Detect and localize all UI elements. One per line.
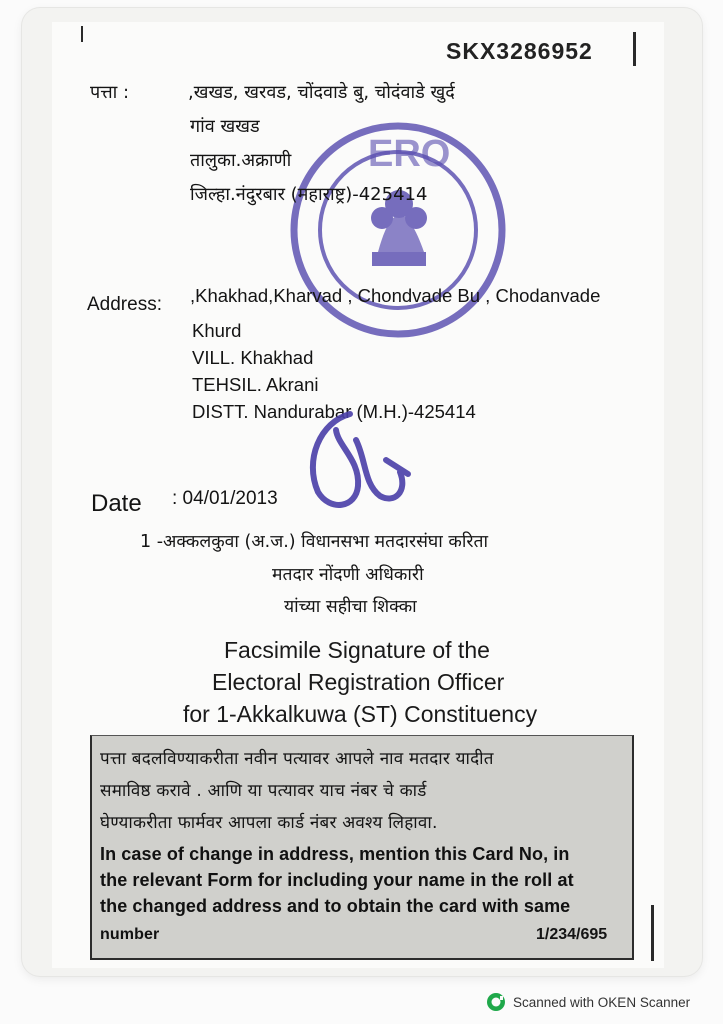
notice-line-english: number: [100, 926, 160, 943]
address-label-english: Address:: [87, 294, 162, 315]
address-line-marathi: गांव खखड: [190, 116, 260, 137]
notice-line-marathi: घेण्याकरीता फार्मवर आपला कार्ड नंबर अवश्य लिहावा.: [100, 813, 438, 833]
address-line-marathi: तालुका.अक्राणी: [190, 150, 292, 171]
facsimile-line: for 1-Akkalkuwa (ST) Constituency: [183, 701, 538, 727]
seal-line-marathi: यांच्या सहीचा शिक्का: [284, 597, 417, 617]
card-edge-mark: [81, 26, 83, 42]
date-value: : 04/01/2013: [172, 488, 278, 509]
card-number: SKX3286952: [446, 38, 593, 64]
facsimile-line: Electoral Registration Officer: [212, 669, 505, 695]
address-line-marathi: ,खखड, खरवड, चोंदवाडे बु, चोदंवाडे खुर्द: [188, 82, 455, 103]
address-change-notice: [90, 735, 634, 960]
notice-line-marathi: पत्ता बदलविण्याकरीता नवीन पत्यावर आपले नाव मतदार यादीत: [100, 749, 494, 769]
address-line-marathi: जिल्हा.नंदुरबार (महाराष्ट्र)-425414: [190, 184, 428, 205]
facsimile-line: Facsimile Signature of the: [224, 637, 490, 663]
seal-line-marathi: मतदार नोंदणी अधिकारी: [272, 565, 424, 585]
officer-signature: [290, 400, 430, 520]
date-label: Date: [91, 490, 142, 517]
notice-line-english: the changed address and to obtain the card with same: [100, 896, 571, 916]
address-label-marathi: पत्ता :: [90, 82, 130, 103]
notice-line-english: In case of change in address, mention this Card No, in: [100, 844, 570, 864]
notice-line-marathi: समाविष्ठ करावे . आणि या पत्यावर याच नंबर चे कार्ड: [100, 781, 427, 801]
card-edge-mark: [633, 32, 636, 66]
card-edge-mark: [651, 905, 654, 961]
address-line-english: DISTT. Nandurabar (M.H.)-425414: [192, 401, 476, 422]
scanner-watermark: [486, 992, 690, 1012]
address-line-english: Khurd: [192, 320, 242, 341]
notice-code: 1/234/695: [536, 926, 608, 943]
seal-line-marathi: 1 -अक्कलकुवा (अ.ज.) विधानसभा मतदारसंघा करिता: [140, 532, 489, 552]
address-line-english: TEHSIL. Akrani: [192, 374, 319, 395]
scanner-watermark-text: Scanned with OKEN Scanner: [513, 994, 691, 1010]
stamp-text: ERO: [368, 133, 451, 175]
address-line-english: VILL. Khakhad: [192, 347, 314, 368]
oken-scanner-logo-icon: [486, 992, 506, 1012]
notice-line-english: the relevant Form for including your name in the roll at: [100, 870, 574, 890]
address-line-english: ,Khakhad,Kharvad , Chondvade Bu , Chodanvade: [190, 285, 601, 306]
